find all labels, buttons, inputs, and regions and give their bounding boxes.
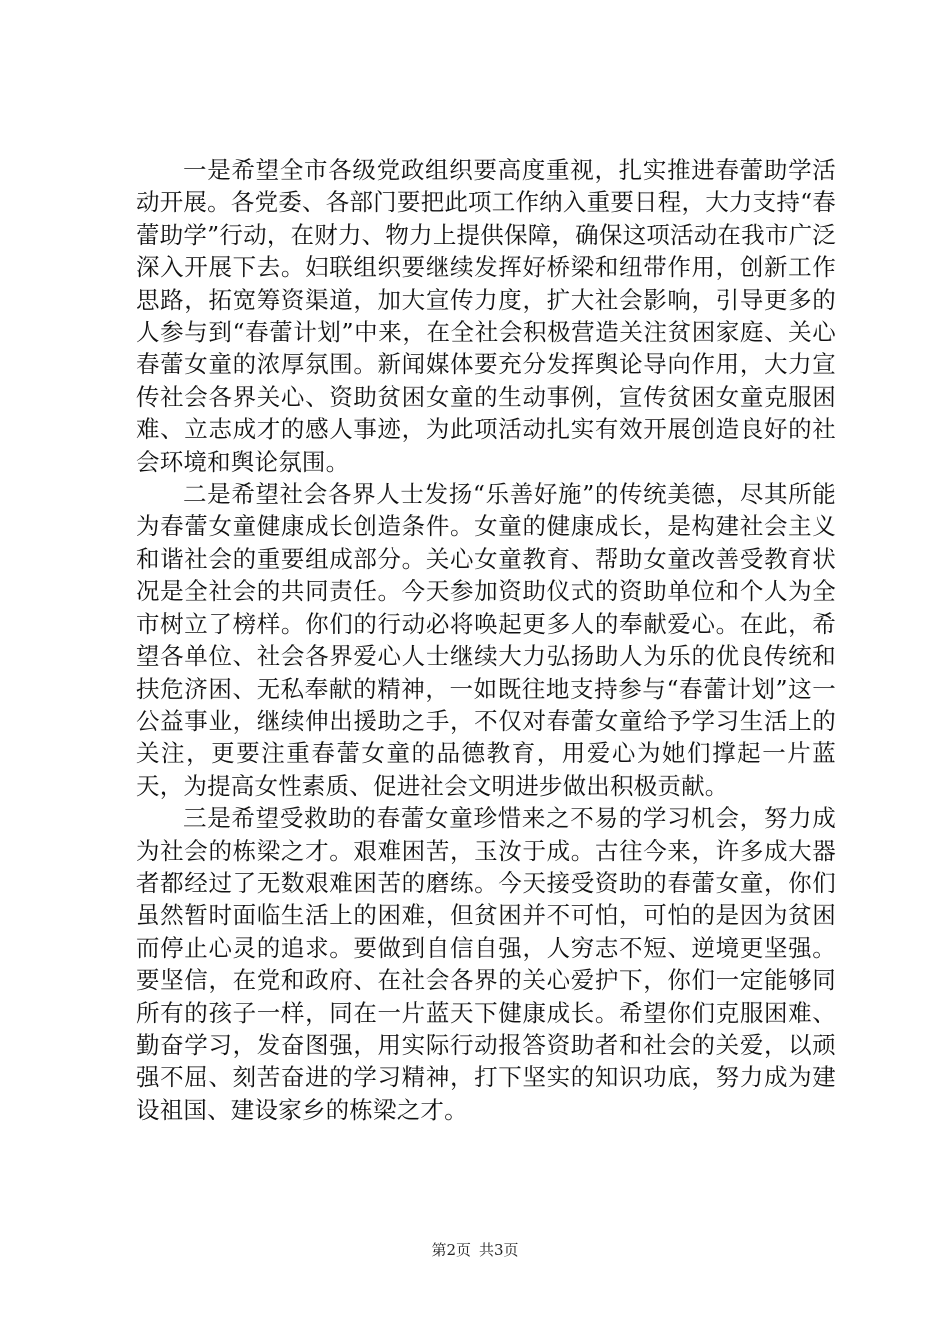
- page-footer: [0, 1240, 950, 1260]
- page-number-current: 第2页: [431, 1241, 471, 1259]
- paragraph-3: 三是希望受救助的春蕾女童珍惜来之不易的学习机会，努力成为社会的栋梁之才。艰难困苦，玉汝于成。古往今来，许多成大器者都经过了无数艰难困苦的磨练。今天接受资助的春蕾女童，你们虽然暂时面临生活上的困难，但贫困并不可怕，可怕的是因为贫困而停止心灵的追求。要做到自信自强，人穷志不短、逆境更坚强。要坚信，在党和政府、在社会各界的关心爱护下，你们一定能够同所有的孩子一样，同在一片蓝天下健康成长。希望你们克服困难、勤奋学习，发奋图强，用实际行动报答资助者和社会的关爱，以顽强不屈、刻苦奋进的学习精神，打下坚实的知识功底，努力成为建设祖国、建设家乡的栋梁之才。: [136, 804, 836, 1124]
- paragraph-1: 一是希望全市各级党政组织要高度重视，扎实推进春蕾助学活动开展。各党委、各部门要把此项工作纳入重要日程，大力支持“春蕾助学”行动，在财力、物力上提供保障，确保这项活动在我市广泛深入开展下去。妇联组织要继续发挥好桥梁和纽带作用，创新工作思路，拓宽筹资渠道，加大宣传力度，扩大社会影响，引导更多的人参与到“春蕾计划”中来，在全社会积极营造关注贫困家庭、关心春蕾女童的浓厚氛围。新闻媒体要充分发挥舆论导向作用，大力宣传社会各界关心、资助贫困女童的生动事例，宣传贫困女童克服困难、立志成才的感人事迹，为此项活动扎实有效开展创造良好的社会环境和舆论氛围。: [136, 156, 836, 476]
- paragraph-2: 二是希望社会各界人士发扬“乐善好施”的传统美德，尽其所能为春蕾女童健康成长创造条件。女童的健康成长，是构建社会主义和谐社会的重要组成部分。关心女童教育、帮助女童改善受教育状况是全社会的共同责任。今天参加资助仪式的资助单位和个人为全市树立了榜样。你们的行动必将唤起更多人的奉献爱心。在此，希望各单位、社会各界爱心人士继续大力弘扬助人为乐的优良传统和扶危济困、无私奉献的精神，一如既往地支持参与“春蕾计划”这一公益事业，继续伸出援助之手，不仅对春蕾女童给予学习生活上的关注，更要注重春蕾女童的品德教育，用爱心为她们撑起一片蓝天，为提高女性素质、促进社会文明进步做出积极贡献。: [136, 480, 836, 800]
- page-number-total: 共3页: [479, 1241, 519, 1259]
- document-body: [136, 154, 836, 1126]
